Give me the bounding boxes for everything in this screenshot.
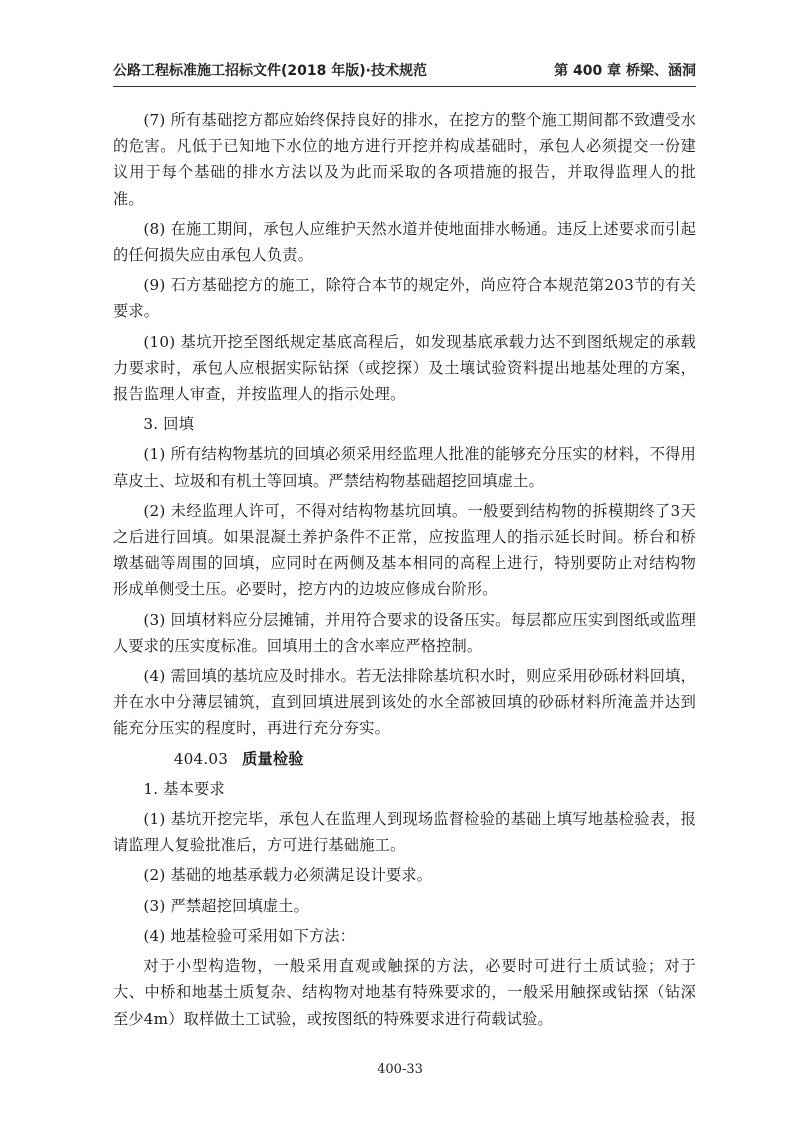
paragraph-backfill-layers: (3) 回填材料应分层摊铺，并用符合要求的设备压实。每层都应压实到图纸或监理人要求的压实度标准。回填用土的含水率应严格控制。 bbox=[113, 610, 696, 655]
paragraph-rock-excavation: (9) 石方基础挖方的施工，除符合本节的规定外，尚应符合本规范第203节的有关要求。 bbox=[113, 276, 696, 321]
section-number: 404.03 bbox=[173, 749, 229, 768]
paragraph-inspection-form: (1) 基坑开挖完毕，承包人在监理人到现场监督检验的基础上填写地基检验表，报请监理人复验批准后，方可进行基础施工。 bbox=[113, 810, 696, 855]
subheading-backfill: 3. 回填 bbox=[143, 415, 195, 434]
running-header bbox=[113, 58, 696, 84]
subheading-basic-requirements: 1. 基本要求 bbox=[143, 779, 225, 798]
chapter-title: 第 400 章 桥梁、涵洞 bbox=[554, 63, 696, 79]
paragraph-no-overexcavation: (3) 严禁超挖回填虚土。 bbox=[143, 896, 310, 915]
paragraph-bearing-requirement: (2) 基础的地基承载力必须满足设计要求。 bbox=[143, 866, 433, 885]
paragraph-inspection-details: 对于小型构造物，一般采用直观或触探的方法，必要时可进行土质试验；对于大、中桥和地基土质复杂、结构物对地基有特殊要求的，一般采用触探或钻探（钻深至少4m）取样做土工试验，或按图纸的特殊要求进行荷载试验。 bbox=[113, 957, 696, 1028]
paragraph-backfill-permission: (2) 未经监理人许可，不得对结构物基坑回填。一般要到结构物的拆模期终了3天之后进行回填。如果混凝土养护条件不正常，应按监理人的指示延长时间。桥台和桥墩基础等周围的回填，应同时在两侧及基本相同的高程上进行，特别要防止对结构物形成单侧受土压。必要时，挖方内的边坡应修成台阶形。 bbox=[113, 501, 696, 599]
paragraph-waterways: (8) 在施工期间，承包人应维护天然水道并使地面排水畅通。违反上述要求而引起的任何损失应由承包人负责。 bbox=[113, 219, 696, 265]
page-number: 400-33 bbox=[377, 1062, 423, 1077]
paragraph-backfill-material: (1) 所有结构物基坑的回填必须采用经监理人批准的能够充分压实的材料，不得用草皮土、垃圾和有机土等回填。严禁结构物基础超挖回填虚土。 bbox=[113, 445, 696, 490]
section-heading bbox=[113, 746, 696, 772]
paragraph-inspection-methods: (4) 地基检验可采用如下方法： bbox=[143, 926, 356, 945]
paragraph-backfill-water: (4) 需回填的基坑应及时排水。若无法排除基坑积水时，则应采用砂砾材料回填，并在水中分薄层铺筑，直到回填进展到该处的水全部被回填的砂砾材料所淹盖并达到能充分压实的程度时，再进行充分夯实。 bbox=[113, 667, 696, 738]
paragraph-drainage: (7) 所有基础挖方都应始终保持良好的排水，在挖方的整个施工期间都不致遭受水的危害。凡低于已知地下水位的地方进行开挖并构成基础时，承包人必须提交一份建议用于每个基础的排水方法以及为此而采取的各项措施的报告，并取得监理人的批准。 bbox=[113, 111, 696, 208]
paragraph-bearing-capacity: (10) 基坑开挖至图纸规定基底高程后，如发现基底承载力达不到图纸规定的承载力要求时，承包人应根据实际钻探（或挖探）及土壤试验资料提出地基处理的方案，报告监理人审查，并按监理人的指示处理。 bbox=[113, 332, 696, 404]
section-title: 质量检验 bbox=[242, 749, 304, 768]
header-divider bbox=[113, 86, 696, 87]
document-title: 公路工程标准施工招标文件(2018 年版)·技术规范 bbox=[113, 63, 427, 79]
page-body bbox=[113, 107, 696, 1036]
